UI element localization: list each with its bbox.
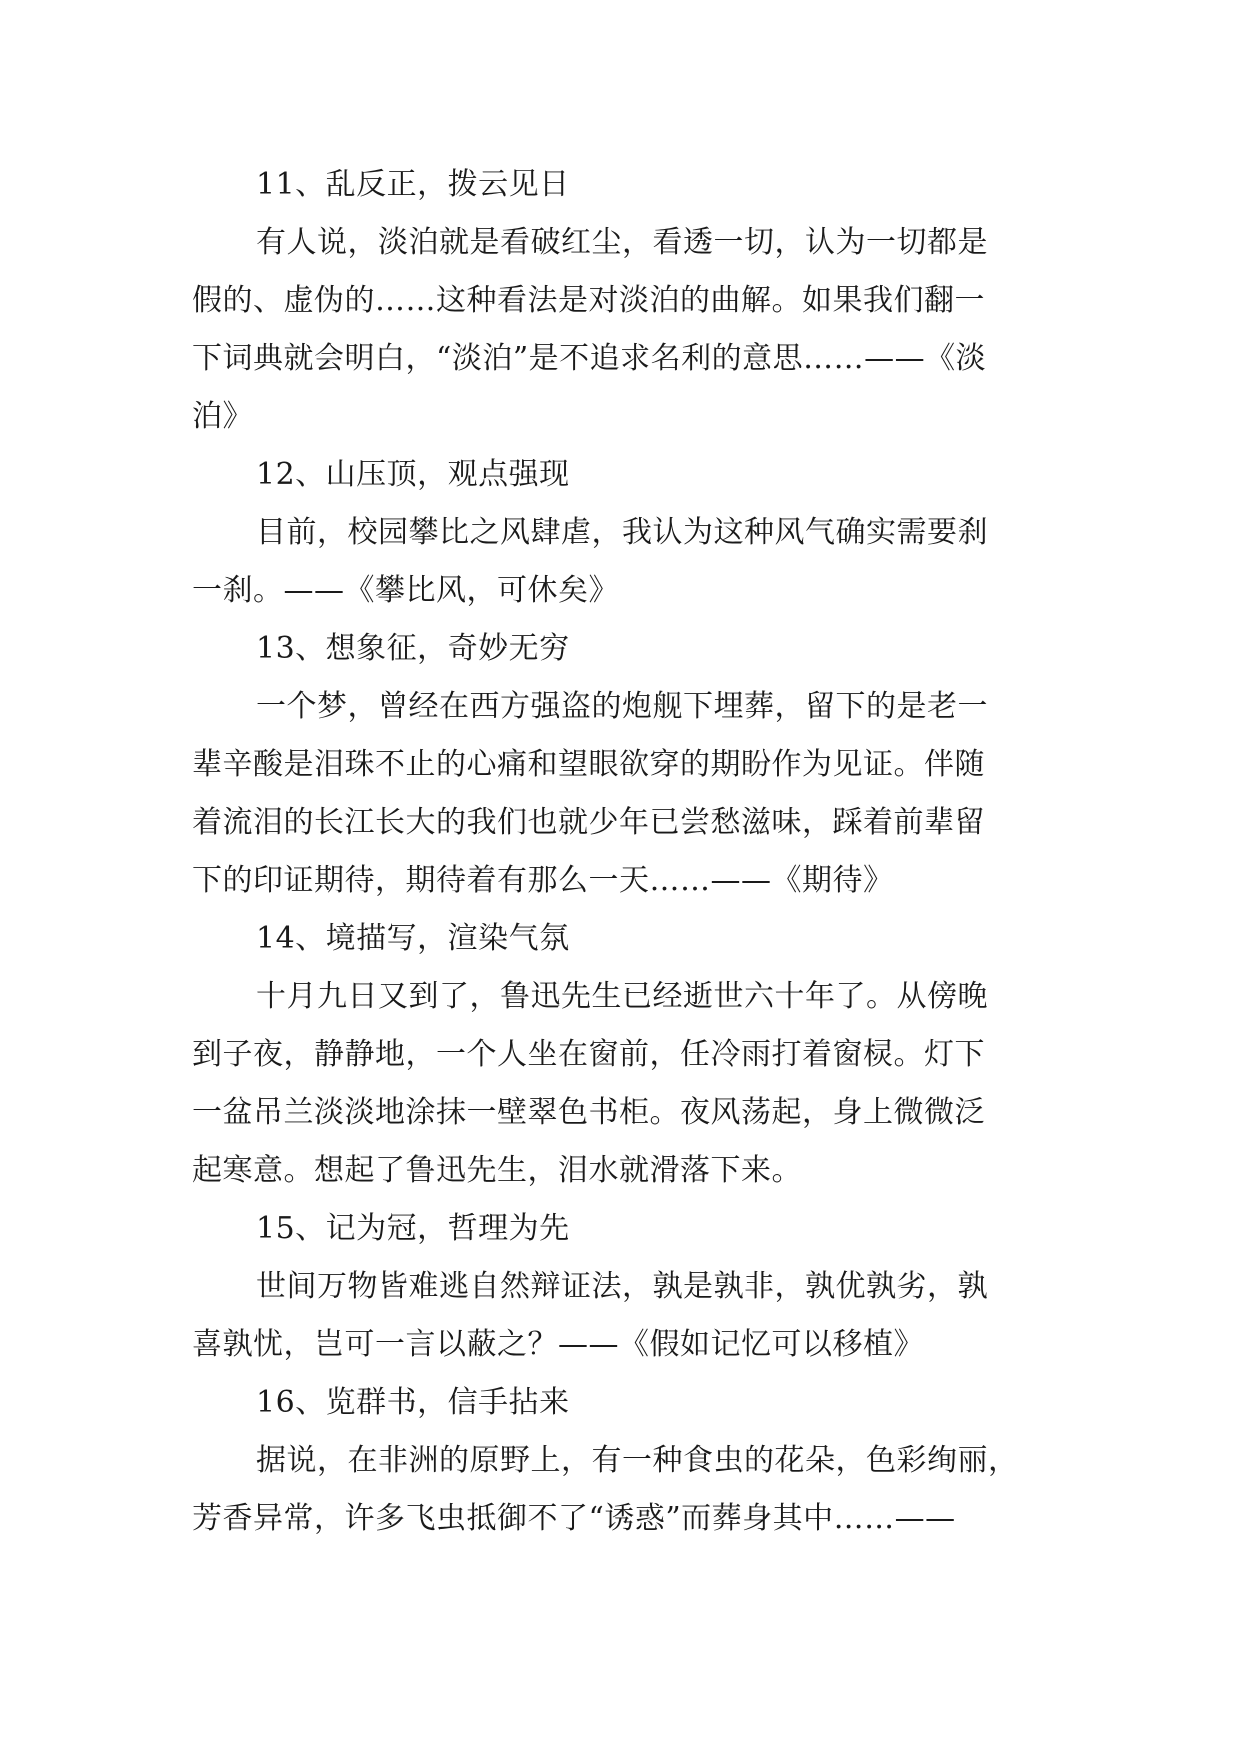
paragraph-line: 据说，在非洲的原野上，有一种食虫的花朵，色彩绚丽， [256,1443,1019,1478]
paragraph-line: 泊》 [192,399,253,434]
section-heading: 14、境描写，渲染气氛 [256,921,570,956]
section-heading: 15、记为冠，哲理为先 [256,1211,570,1246]
paragraph-line: 世间万物皆难逃自然辩证法，孰是孰非，孰优孰劣，孰 [256,1269,988,1304]
paragraph-line: 一个梦，曾经在西方强盗的炮舰下埋葬，留下的是老一 [256,689,988,724]
paragraph-line: 下词典就会明白，“淡泊”是不追求名利的意思……——《淡 [192,341,987,376]
paragraph-line: 假的、虚伪的……这种看法是对淡泊的曲解。如果我们翻一 [192,283,985,318]
paragraph-line: 着流泪的长江长大的我们也就少年已尝愁滋味，踩着前辈留 [192,805,985,840]
paragraph-line: 辈辛酸是泪珠不止的心痛和望眼欲穿的期盼作为见证。伴随 [192,747,985,782]
paragraph-line: 起寒意。想起了鲁迅先生，泪水就滑落下来。 [192,1153,802,1188]
paragraph-line: 下的印证期待，期待着有那么一天……——《期待》 [192,863,894,898]
paragraph-line: 十月九日又到了，鲁迅先生已经逝世六十年了。从傍晚 [256,979,988,1014]
paragraph-line: 到子夜，静静地，一个人坐在窗前，任冷雨打着窗棂。灯下 [192,1037,985,1072]
paragraph-line: 一盆吊兰淡淡地涂抹一壁翠色书柜。夜风荡起，身上微微泛 [192,1095,985,1130]
document-body [192,156,1052,1548]
paragraph-line: 芳香异常，许多飞虫抵御不了“诱惑”而葬身其中……—— [192,1501,956,1536]
section-heading: 16、览群书，信手拈来 [256,1385,570,1420]
paragraph-line: 一刹。——《攀比风，可休矣》 [192,573,619,608]
paragraph-line: 目前，校园攀比之风肆虐，我认为这种风气确实需要刹 [256,515,988,550]
section-heading: 12、山压顶，观点强现 [256,457,570,492]
paragraph-line: 有人说，淡泊就是看破红尘，看透一切，认为一切都是 [256,225,988,260]
section-heading: 11、乱反正，拨云见日 [256,167,570,202]
paragraph-line: 喜孰忧，岂可一言以蔽之？——《假如记忆可以移植》 [192,1327,924,1362]
section-heading: 13、想象征，奇妙无穷 [256,631,570,666]
